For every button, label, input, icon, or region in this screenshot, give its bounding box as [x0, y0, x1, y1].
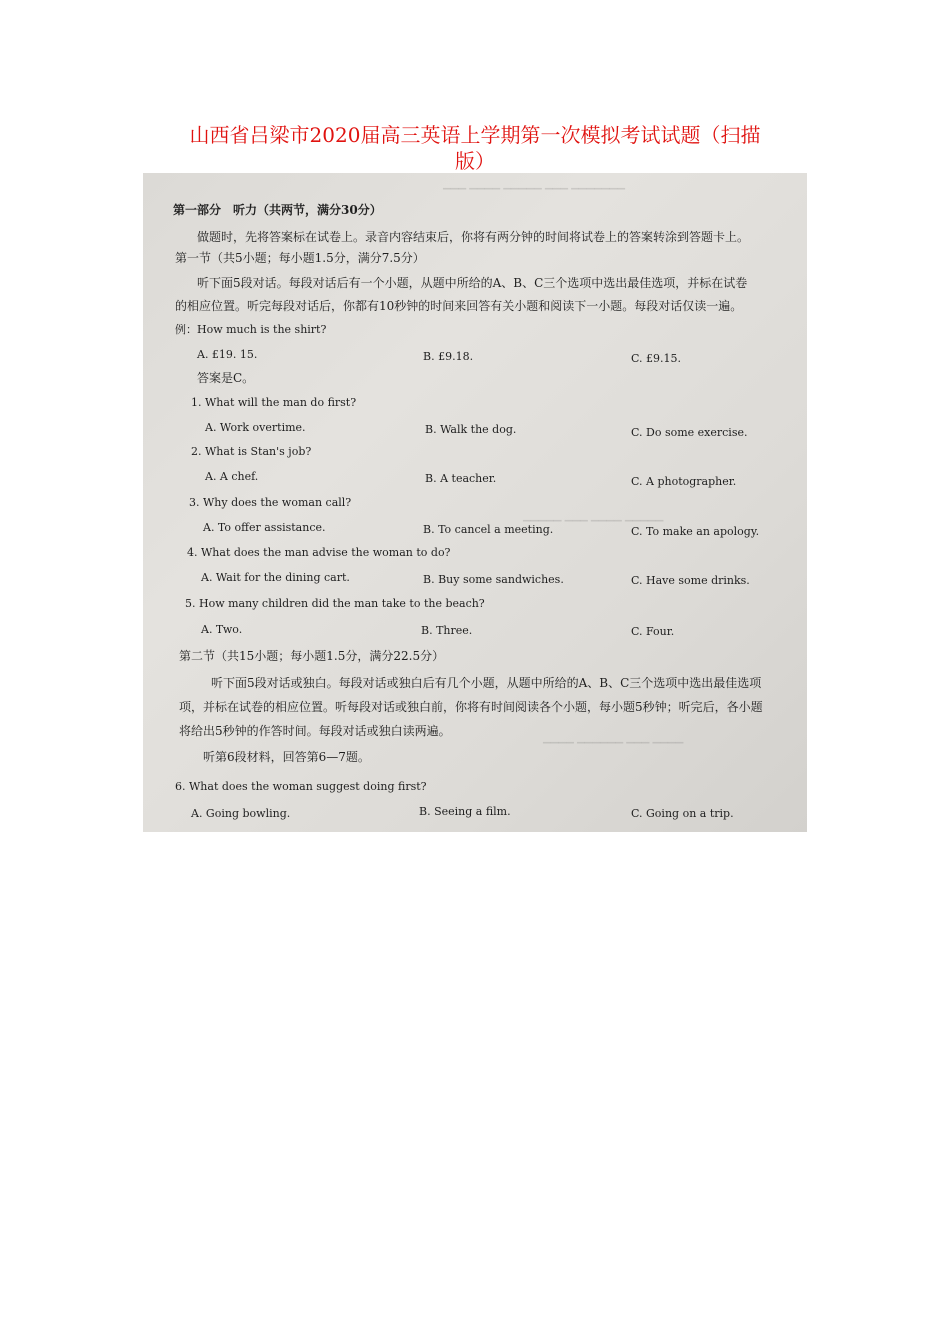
question-4: 4. What does the man advise the woman to do? [187, 546, 451, 559]
question-4-option-a: A. Wait for the dining cart. [201, 571, 350, 584]
section2-instructions-line-2: 项，并标在试卷的相应位置。听每段对话或独白前，你将有时间阅读各个小题，每小题5秒钟；听完后，各小题 [179, 700, 763, 714]
question-4-option-b: B. Buy some sandwiches. [423, 573, 564, 586]
section2-instructions-line-1: 听下面5段对话或独白。每段对话或独白后有几个小题，从题中所给的A、B、C三个选项中选出最佳选项 [211, 676, 762, 690]
question-2: 2. What is Stan's job? [191, 445, 312, 458]
question-3-option-a: A. To offer assistance. [203, 521, 326, 534]
question-5-option-a: A. Two. [201, 623, 243, 636]
question-1: 1. What will the man do first? [191, 396, 357, 409]
example-option-b: B. £9.18. [423, 350, 474, 363]
question-6-option-a: A. Going bowling. [191, 807, 291, 820]
document-title-line-2: 版） [455, 149, 495, 173]
example-question: 例：How much is the shirt? [175, 323, 327, 336]
show-through-texture: ▁▁▁▁▁ ▁▁▁ ▁▁▁▁ ▁▁▁▁▁ [523, 511, 664, 522]
question-3-option-c: C. To make an apology. [631, 525, 760, 538]
example-option-c: C. £9.15. [631, 352, 682, 365]
question-6-option-c: C. Going on a trip. [631, 807, 734, 820]
section2-instructions-line-3: 将给出5秒钟的作答时间。每段对话或独白读两遍。 [179, 724, 451, 738]
question-2-option-b: B. A teacher. [425, 472, 497, 485]
question-6-option-b: B. Seeing a film. [419, 805, 511, 818]
intro-text: 做题时，先将答案标在试卷上。录音内容结束后，你将有两分钟的时间将试卷上的答案转涂到答题卡上。 [197, 230, 750, 244]
example-option-a: A. £19. 15. [197, 348, 258, 361]
question-1-option-a: A. Work overtime. [205, 421, 306, 434]
question-1-option-c: C. Do some exercise. [631, 426, 748, 439]
question-3-option-b: B. To cancel a meeting. [423, 523, 554, 536]
show-through-texture: ▁▁▁ ▁▁▁▁ ▁▁▁▁▁ ▁▁▁ ▁▁▁▁▁▁▁ [443, 179, 625, 190]
question-5-option-c: C. Four. [631, 625, 675, 638]
question-2-option-a: A. A chef. [205, 470, 259, 483]
part-heading: 第一部分 听力（共两节，满分30分） [173, 203, 382, 217]
document-title-line-1: 山西省吕梁市2020届高三英语上学期第一次模拟考试试题（扫描 [189, 123, 761, 147]
question-5-option-b: B. Three. [421, 624, 473, 637]
section2-heading: 第二节（共15小题；每小题1.5分，满分22.5分） [179, 649, 445, 663]
question-6: 6. What does the woman suggest doing first? [175, 780, 427, 793]
question-1-option-b: B. Walk the dog. [425, 423, 517, 436]
section1-instructions-line-2: 的相应位置。听完每段对话后，你都有10秒钟的时间来回答有关小题和阅读下一小题。每段对话仅读一遍。 [175, 299, 743, 313]
question-4-option-c: C. Have some drinks. [631, 574, 750, 587]
section1-instructions-line-1: 听下面5段对话。每段对话后有一个小题，从题中所给的A、B、C三个选项中选出最佳选项，并标在试卷 [197, 276, 748, 290]
section1-heading: 第一节（共5小题；每小题1.5分，满分7.5分） [175, 251, 425, 265]
question-3: 3. Why does the woman call? [189, 496, 352, 509]
question-2-option-c: C. A photographer. [631, 475, 737, 488]
show-through-texture: ▁▁▁▁ ▁▁▁▁▁▁ ▁▁▁ ▁▁▁▁ [543, 733, 684, 744]
listen-material-6: 听第6段材料，回答第6—7题。 [203, 750, 370, 764]
document-title [150, 122, 800, 174]
scanned-exam-page [143, 173, 807, 832]
question-5: 5. How many children did the man take to the beach? [185, 597, 485, 610]
example-answer: 答案是C。 [197, 371, 255, 385]
